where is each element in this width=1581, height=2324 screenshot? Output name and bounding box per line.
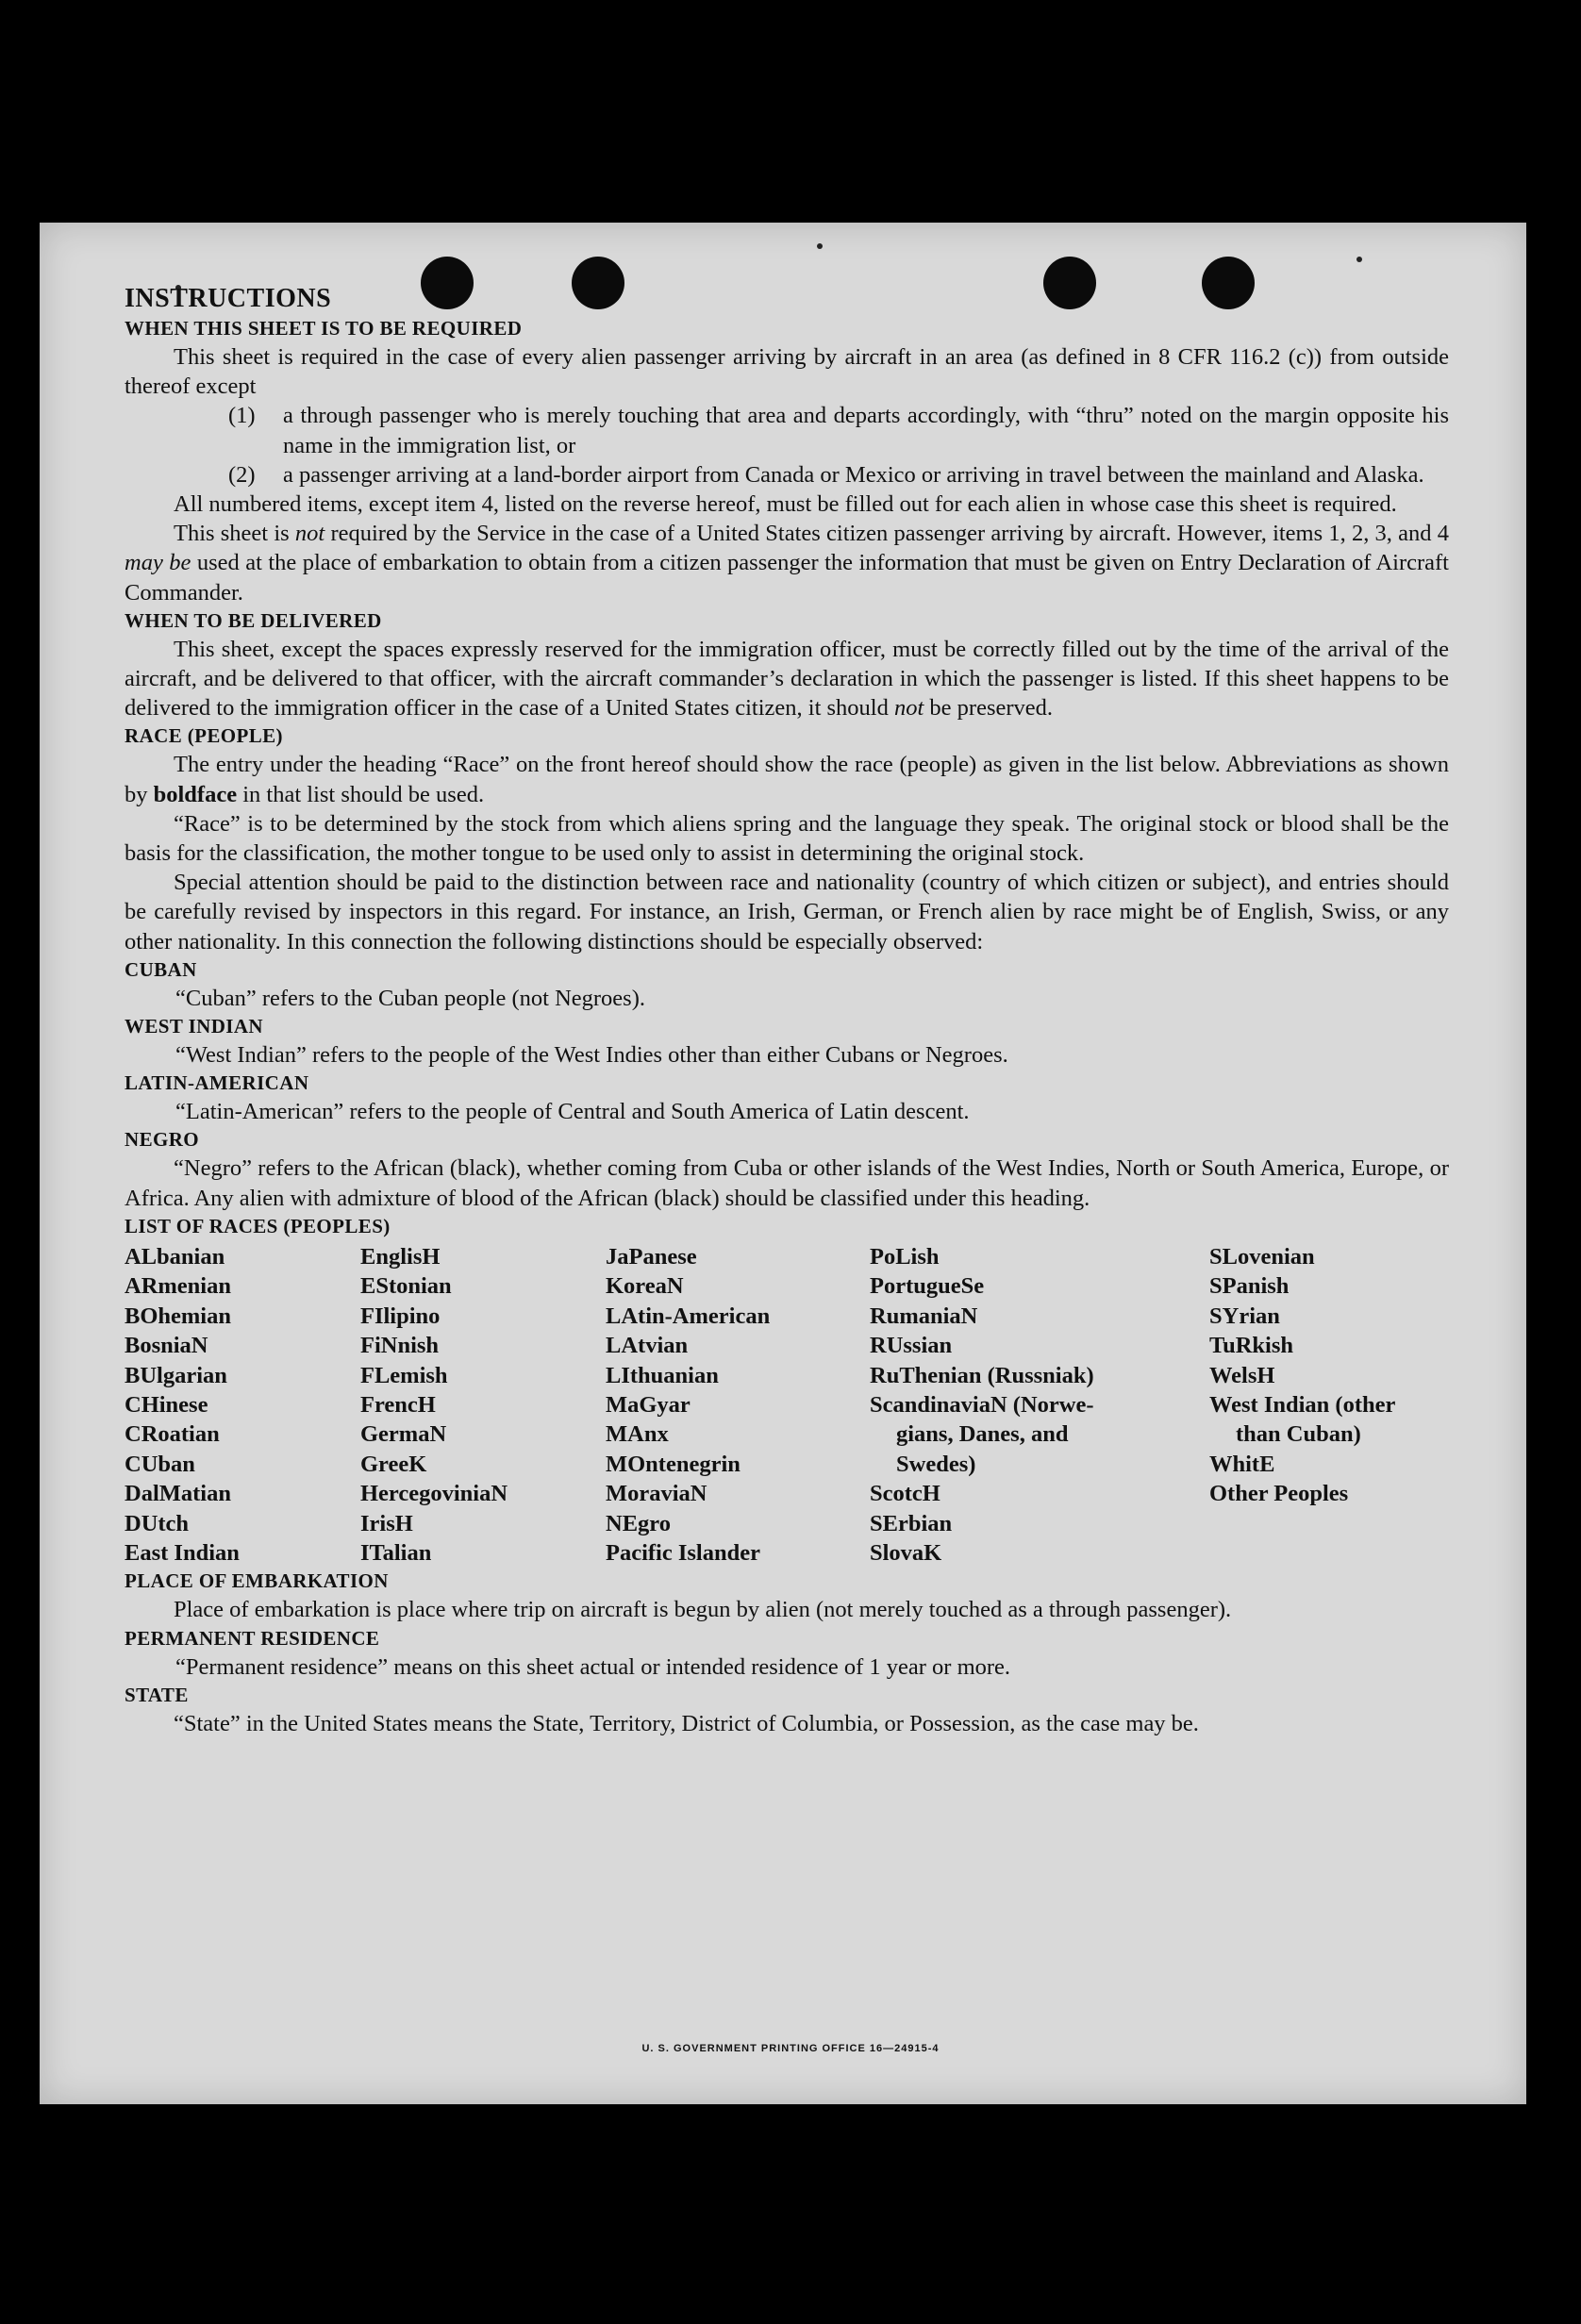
- race-entry: DUtch: [125, 1510, 190, 1536]
- race-entry: ScotcH: [870, 1481, 940, 1507]
- races-list: [125, 1242, 1449, 1568]
- list-item: [228, 460, 1449, 490]
- section-heading-when-required: WHEN THIS SHEET IS TO BE REQUIRED: [125, 317, 523, 340]
- race-entry: than Cuban): [1236, 1421, 1361, 1448]
- paragraph: This sheet is required in the case of every alien passenger arriving by aircraft in an area (as defined in 8 CFR 116.2 (c)) from outside thereof except: [125, 344, 1449, 400]
- section-heading-west-indian: WEST INDIAN: [125, 1015, 263, 1038]
- race-entry: BosniaN: [125, 1333, 208, 1359]
- race-entry: GermaN: [360, 1421, 447, 1448]
- races-column: [125, 1242, 360, 1568]
- scan-speck: [1356, 257, 1362, 262]
- list-item: [228, 401, 1449, 459]
- section-heading-race: RACE (PEOPLE): [125, 724, 283, 748]
- race-entry: NEgro: [606, 1510, 671, 1536]
- race-entry: RUssian: [870, 1333, 953, 1359]
- paragraph: “Race” is to be determined by the stock from which aliens spring and the language they speak. The original stock or blood shall be the basis for the classification, the mother tongue to be used only to assist in determining the original stock.: [125, 810, 1449, 867]
- section-heading-when-delivered: WHEN TO BE DELIVERED: [125, 608, 382, 632]
- paragraph: “State” in the United States means the State, Territory, District of Columbia, or Possession, as the case may be.: [174, 1710, 1199, 1736]
- race-entry: IrisH: [360, 1510, 413, 1536]
- race-entry: gians, Danes, and: [896, 1421, 1069, 1448]
- race-entry: RuThenian (Russniak): [870, 1362, 1094, 1388]
- race-entry: LAtvian: [606, 1333, 689, 1359]
- race-entry: EStonian: [360, 1273, 452, 1300]
- race-entry: BOhemian: [125, 1303, 231, 1329]
- race-entry: ScandinaviaN (Norwe-: [870, 1391, 1094, 1418]
- race-entry: FrencH: [360, 1391, 436, 1418]
- race-entry: MoraviaN: [606, 1481, 707, 1507]
- race-entry: West Indian (other: [1209, 1391, 1396, 1418]
- race-entry: MAnx: [606, 1421, 669, 1448]
- race-entry: GreeK: [360, 1451, 427, 1477]
- section-heading-embarkation: PLACE OF EMBARKATION: [125, 1569, 389, 1593]
- paragraph: All numbered items, except item 4, listed on the reverse hereof, must be filled out for each alien in whose case this sheet is required.: [174, 491, 1397, 518]
- section-heading-latin-american: LATIN-AMERICAN: [125, 1071, 309, 1095]
- race-entry: CRoatian: [125, 1421, 220, 1448]
- paragraph: Special attention should be paid to the distinction between race and nationality (country of which citizen or subject), and entries should be carefully revised by inspectors in this regard. For instance, an Irish, German, or French alien by race might be of English, Swiss, or any other nationality. In this connection the following distinctions should be especially observed:: [125, 870, 1449, 954]
- race-entry: FIlipino: [360, 1303, 441, 1329]
- printer-imprint: U. S. GOVERNMENT PRINTING OFFICE 16—24915-4: [641, 2043, 940, 2054]
- races-column: [360, 1242, 606, 1568]
- race-entry: JaPanese: [606, 1243, 697, 1270]
- section-heading-negro: NEGRO: [125, 1128, 200, 1152]
- races-column: [870, 1242, 1209, 1568]
- paragraph: “West Indian” refers to the people of the West Indies other than either Cubans or Negroes.: [175, 1042, 1008, 1069]
- race-entry: TuRkish: [1209, 1333, 1294, 1359]
- section-heading-state: STATE: [125, 1683, 189, 1706]
- race-entry: LAtin-American: [606, 1303, 771, 1329]
- race-entry: MaGyar: [606, 1391, 691, 1418]
- instructions-content: [125, 283, 1449, 1738]
- paragraph: This sheet is not required by the Service in the case of a United States citizen passenger arriving by aircraft. However, items 1, 2, 3, and 4 may be used at the place of embarkation to obtain from a citizen passenger the information that must be given on Entry Declaration of Aircraft Commander.: [125, 521, 1449, 606]
- race-entry: CUban: [125, 1451, 195, 1477]
- item-number: (2): [228, 461, 256, 488]
- section-heading-residence: PERMANENT RESIDENCE: [125, 1626, 380, 1650]
- races-column: [1209, 1242, 1449, 1568]
- race-entry: MOntenegrin: [606, 1451, 741, 1477]
- races-column: [606, 1242, 870, 1568]
- race-entry: DalMatian: [125, 1481, 231, 1507]
- race-entry: Other Peoples: [1209, 1481, 1349, 1507]
- section-heading-cuban: CUBAN: [125, 957, 197, 981]
- race-entry: HercegoviniaN: [360, 1481, 508, 1507]
- race-entry: BUlgarian: [125, 1362, 227, 1388]
- item-text: a through passenger who is merely touching that area and departs accordingly, with “thru” noted on the margin opposite his name in the immigration list, or: [283, 403, 1449, 458]
- paragraph: “Negro” refers to the African (black), whether coming from Cuba or other islands of the West Indies, North or South America, Europe, or Africa. Any alien with admixture of blood of the African (black) should be classified under this heading.: [125, 1155, 1449, 1211]
- item-number: (1): [228, 403, 256, 429]
- race-entry: KoreaN: [606, 1273, 684, 1300]
- race-entry: ARmenian: [125, 1273, 231, 1300]
- race-entry: RumaniaN: [870, 1303, 978, 1329]
- race-entry: WhitE: [1209, 1451, 1275, 1477]
- item-text: a passenger arriving at a land-border airport from Canada or Mexico or arriving in travel between the mainland and Alaska.: [283, 461, 1424, 488]
- race-entry: PoLish: [870, 1243, 940, 1270]
- race-entry: Pacific Islander: [606, 1539, 760, 1566]
- race-entry: SPanish: [1209, 1273, 1290, 1300]
- race-entry: WelsH: [1209, 1362, 1275, 1388]
- paragraph: Place of embarkation is place where trip on aircraft is begun by alien (not merely touched as a through passenger).: [174, 1597, 1232, 1623]
- race-entry: ALbanian: [125, 1243, 225, 1270]
- scan-speck: [817, 243, 823, 249]
- race-entry: FiNnish: [360, 1333, 440, 1359]
- paragraph: “Latin-American” refers to the people of Central and South America of Latin descent.: [175, 1099, 970, 1125]
- race-entry: SErbian: [870, 1510, 953, 1536]
- race-entry: ITalian: [360, 1539, 432, 1566]
- paragraph: This sheet, except the spaces expressly reserved for the immigration officer, must be correctly filled out by the time of the arrival of the aircraft, and be delivered to that officer, with the aircraft commander’s declaration in which the passenger is listed. If this sheet happens to be delivered to the immigration officer in the case of a United States citizen, it should not be preserved.: [125, 636, 1449, 722]
- race-entry: East Indian: [125, 1539, 240, 1566]
- race-entry: Swedes): [896, 1451, 976, 1477]
- races-list-heading: LIST OF RACES (PEOPLES): [125, 1214, 391, 1237]
- race-entry: SLovenian: [1209, 1243, 1315, 1270]
- paragraph: “Cuban” refers to the Cuban people (not Negroes).: [175, 985, 645, 1011]
- race-entry: PortugueSe: [870, 1273, 985, 1300]
- page-title: INSTRUCTIONS: [125, 284, 332, 313]
- paragraph: The entry under the heading “Race” on the front hereof should show the race (people) as given in the list below. Abbreviations as shown by boldface in that list should be used.: [125, 752, 1449, 807]
- race-entry: FLemish: [360, 1362, 448, 1388]
- race-entry: CHinese: [125, 1391, 208, 1418]
- race-entry: EnglisH: [360, 1243, 441, 1270]
- race-entry: SYrian: [1209, 1303, 1280, 1329]
- race-entry: SlovaK: [870, 1539, 942, 1566]
- paragraph: “Permanent residence” means on this sheet actual or intended residence of 1 year or more.: [175, 1653, 1011, 1680]
- race-entry: LIthuanian: [606, 1362, 719, 1388]
